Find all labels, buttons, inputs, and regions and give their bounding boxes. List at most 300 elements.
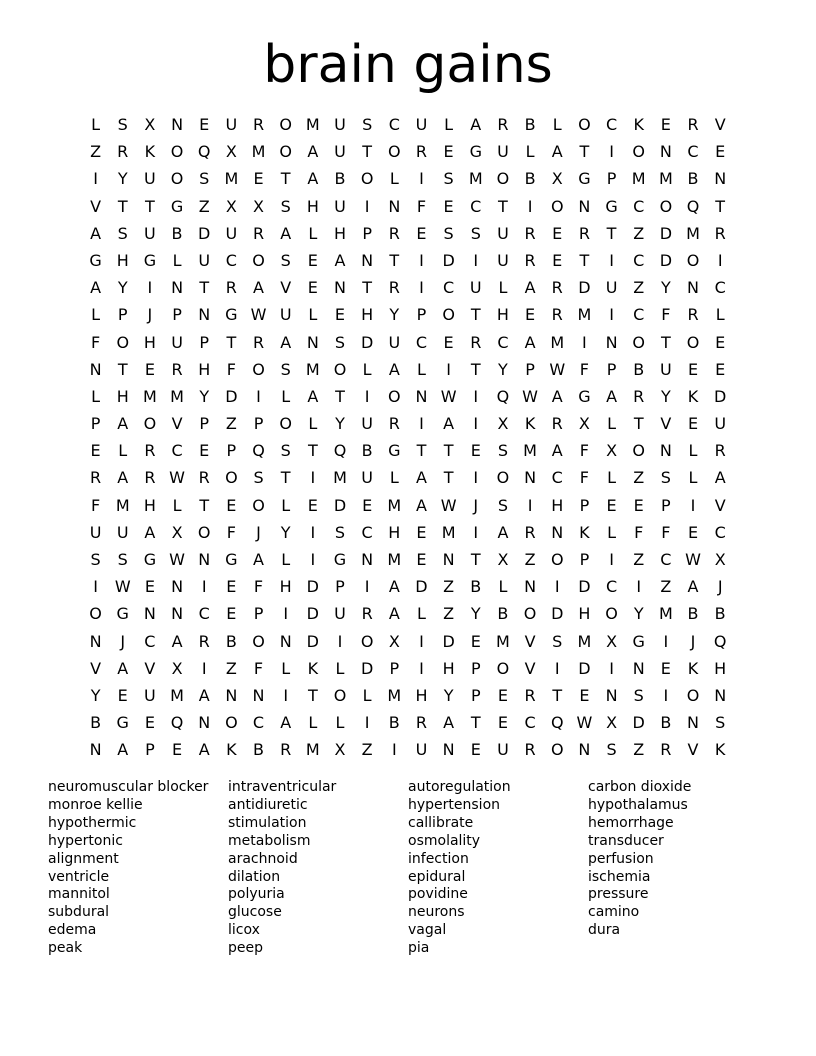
grid-letter: G <box>469 142 482 162</box>
grid-letter: Q <box>550 713 564 733</box>
grid-letter: R <box>687 305 699 325</box>
grid-letter: E <box>199 441 210 461</box>
grid-letter: O <box>496 658 510 678</box>
grid-letter: V <box>524 658 536 678</box>
grid-letter: I <box>582 332 587 352</box>
grid-row <box>82 356 734 383</box>
grid-letter: G <box>116 604 129 624</box>
grid-letter: A <box>90 223 102 243</box>
grid-letter: G <box>333 550 347 569</box>
grid-letter: E <box>606 495 617 515</box>
word-list-column <box>588 779 768 958</box>
grid-letter: D <box>306 631 319 651</box>
grid-letter: D <box>306 604 319 624</box>
grid-letter: X <box>253 196 264 216</box>
grid-letter: M <box>441 522 456 542</box>
word-list-item: neuromuscular blocker <box>48 779 209 795</box>
grid-letter: A <box>198 685 210 705</box>
grid-letter: L <box>281 550 291 569</box>
grid-letter: O <box>686 332 700 352</box>
grid-letter: P <box>579 495 590 515</box>
grid-letter: O <box>496 169 510 189</box>
grid-letter: K <box>579 522 590 542</box>
grid-letter: S <box>280 441 291 461</box>
grid-letter: R <box>714 223 726 243</box>
grid-letter: E <box>144 713 155 733</box>
grid-row <box>82 274 734 301</box>
grid-letter: C <box>225 250 237 270</box>
word-list-item: osmolality <box>408 832 481 849</box>
grid-letter: L <box>118 441 128 461</box>
grid-letter: U <box>334 196 346 216</box>
grid-letter: O <box>550 740 564 760</box>
grid-letter: H <box>116 250 129 270</box>
grid-letter: G <box>116 713 129 733</box>
grid-letter: E <box>579 685 590 705</box>
word-list-item: pia <box>408 940 430 957</box>
grid-letter: W <box>522 386 538 406</box>
grid-letter: H <box>551 495 564 515</box>
grid-letter: E <box>226 604 237 624</box>
grid-letter: O <box>632 441 645 461</box>
grid-letter: Z <box>90 142 102 162</box>
grid-letter: A <box>524 278 536 298</box>
grid-letter: C <box>361 522 373 542</box>
grid-letter: B <box>470 577 482 597</box>
grid-letter: R <box>524 250 536 270</box>
grid-letter: K <box>687 386 699 406</box>
grid-letter: T <box>335 386 345 406</box>
grid-letter: L <box>91 115 101 134</box>
grid-letter: K <box>226 740 237 760</box>
grid-letter: D <box>442 250 455 270</box>
grid-letter: R <box>198 468 210 488</box>
grid-letter: U <box>415 740 428 760</box>
grid-letter: T <box>280 169 291 189</box>
grid-letter: Z <box>198 196 210 216</box>
grid-letter: E <box>443 142 454 162</box>
grid-letter: O <box>550 550 564 569</box>
grid-letter: R <box>388 223 400 243</box>
grid-letter: S <box>497 495 508 515</box>
grid-letter: U <box>497 740 509 760</box>
grid-letter: V <box>280 278 292 298</box>
grid-letter: H <box>714 658 727 678</box>
grid-letter: T <box>660 332 671 352</box>
grid-letter: M <box>142 386 157 406</box>
grid-letter: V <box>660 414 672 434</box>
grid-letter: C <box>252 713 265 733</box>
grid-letter: R <box>198 631 210 651</box>
grid-letter: Z <box>633 740 645 760</box>
grid-letter: T <box>307 441 318 461</box>
grid-letter: I <box>663 631 669 651</box>
grid-letter: G <box>170 196 184 216</box>
grid-letter: N <box>279 631 292 651</box>
grid-letter: S <box>117 223 128 243</box>
grid-letter: B <box>687 604 699 624</box>
grid-letter: T <box>715 196 726 216</box>
grid-letter: R <box>524 685 536 705</box>
grid-letter: U <box>279 305 292 325</box>
grid-letter: L <box>281 495 291 515</box>
grid-letter: E <box>715 142 726 162</box>
grid-letter: P <box>172 305 182 325</box>
grid-letter: F <box>416 196 427 216</box>
grid-letter: O <box>659 196 673 216</box>
grid-letter: V <box>687 740 699 760</box>
grid-letter: Z <box>633 223 645 243</box>
word-list-item: hemorrhage <box>588 814 674 831</box>
grid-letter: F <box>226 359 236 379</box>
grid-letter: Z <box>633 550 645 569</box>
grid-letter: N <box>89 359 102 379</box>
grid-letter: X <box>606 713 618 733</box>
word-list-item: ventricle <box>48 868 110 885</box>
grid-letter: I <box>609 142 614 162</box>
grid-letter: W <box>114 577 131 597</box>
grid-letter: D <box>551 604 564 624</box>
grid-letter: U <box>144 169 156 189</box>
grid-letter: R <box>578 223 590 243</box>
grid-letter: A <box>551 142 563 162</box>
grid-letter: L <box>389 169 399 189</box>
grid-letter: L <box>308 305 318 325</box>
grid-letter: G <box>578 169 591 189</box>
grid-letter: P <box>606 359 617 379</box>
grid-letter: C <box>388 115 400 134</box>
grid-letter: C <box>714 522 726 542</box>
grid-letter: C <box>171 441 183 461</box>
grid-letter: E <box>171 740 183 760</box>
grid-letter: A <box>307 386 319 406</box>
grid-letter: M <box>523 441 537 461</box>
grid-letter: R <box>90 468 102 488</box>
grid-letter: V <box>90 196 102 216</box>
grid-letter: T <box>389 250 400 270</box>
grid-letter: Z <box>660 577 672 597</box>
grid-letter: C <box>443 278 455 298</box>
grid-letter: P <box>470 658 481 678</box>
grid-row <box>82 546 734 573</box>
grid-letter: I <box>283 604 289 624</box>
grid-letter: W <box>549 359 566 379</box>
grid-letter: M <box>305 359 320 379</box>
word-list-item: carbon dioxide <box>588 779 692 795</box>
grid-letter: U <box>361 414 373 434</box>
word-list-item: hypothalamus <box>588 796 688 813</box>
grid-letter: S <box>362 115 373 134</box>
grid-letter: R <box>524 522 536 542</box>
grid-letter: I <box>473 522 479 542</box>
grid-letter: O <box>686 250 700 270</box>
grid-letter: L <box>525 142 535 162</box>
grid-letter: T <box>552 685 563 705</box>
grid-letter: B <box>660 713 672 733</box>
grid-letter: T <box>199 495 210 515</box>
grid-letter: M <box>686 223 700 243</box>
grid-letter: F <box>226 522 236 542</box>
grid-letter: K <box>144 142 156 162</box>
grid-letter: L <box>607 468 616 488</box>
grid-letter: U <box>415 115 428 134</box>
grid-letter: O <box>89 604 102 624</box>
grid-letter: U <box>388 332 401 352</box>
grid-letter: G <box>225 550 238 569</box>
grid-letter: S <box>253 468 264 488</box>
grid-letter: O <box>143 414 157 434</box>
grid-row <box>82 628 734 655</box>
grid-letter: R <box>361 604 373 624</box>
grid-letter: X <box>578 414 590 434</box>
grid-row <box>82 138 734 165</box>
grid-letter: L <box>607 522 616 542</box>
grid-letter: A <box>524 332 536 352</box>
grid-letter: S <box>280 250 291 270</box>
grid-letter: O <box>388 386 401 406</box>
grid-letter: H <box>442 658 455 678</box>
grid-letter: L <box>552 115 562 134</box>
grid-letter: O <box>388 142 401 162</box>
grid-letter: E <box>226 577 237 597</box>
grid-letter: D <box>578 278 591 298</box>
word-list-item: intraventricular <box>228 779 337 795</box>
grid-letter: S <box>117 550 128 569</box>
grid-letter: G <box>225 305 238 325</box>
grid-letter: P <box>416 305 427 325</box>
grid-letter: W <box>440 386 457 406</box>
grid-letter: I <box>609 550 614 569</box>
word-list-item: hypothermic <box>48 814 137 831</box>
grid-letter: R <box>497 115 509 134</box>
grid-letter: P <box>199 414 210 434</box>
grid-letter: Z <box>225 414 237 434</box>
grid-letter: T <box>117 196 128 216</box>
grid-letter: T <box>117 359 128 379</box>
grid-letter: R <box>171 359 183 379</box>
grid-letter: P <box>253 414 264 434</box>
grid-letter: K <box>307 658 319 678</box>
grid-letter: L <box>335 658 345 678</box>
grid-letter: L <box>416 604 426 624</box>
grid-letter: M <box>387 495 402 515</box>
grid-letter: X <box>497 414 509 434</box>
grid-letter: G <box>605 196 618 216</box>
grid-letter: N <box>442 550 455 569</box>
grid-letter: M <box>577 305 592 325</box>
grid-letter: P <box>661 495 671 515</box>
grid-letter: O <box>170 142 184 162</box>
grid-letter: I <box>473 386 479 406</box>
grid-letter: P <box>253 604 264 624</box>
grid-letter: M <box>496 631 510 651</box>
grid-letter: I <box>391 740 397 760</box>
grid-letter: X <box>334 740 346 760</box>
grid-letter: E <box>687 359 699 379</box>
grid-letter: A <box>470 115 482 134</box>
grid-letter: C <box>687 142 699 162</box>
grid-letter: A <box>687 577 699 597</box>
grid-letter: E <box>416 550 427 569</box>
grid-letter: R <box>280 740 292 760</box>
grid-letter: S <box>199 169 210 189</box>
grid-letter: D <box>578 658 591 678</box>
word-list-item: stimulation <box>228 814 307 831</box>
grid-letter: B <box>497 604 509 624</box>
word-list-item: dura <box>588 922 621 939</box>
grid-letter: N <box>388 196 401 216</box>
grid-letter: C <box>144 631 156 651</box>
word-list-item: neurons <box>408 904 465 921</box>
grid-letter: V <box>714 115 726 134</box>
grid-letter: T <box>145 196 155 216</box>
grid-letter: S <box>660 468 671 488</box>
grid-letter: N <box>171 577 184 597</box>
word-list-item: autoregulation <box>408 779 511 795</box>
grid-letter: N <box>714 169 727 189</box>
grid-letter: I <box>364 386 370 406</box>
grid-letter: W <box>169 550 185 569</box>
grid-letter: I <box>419 658 424 678</box>
grid-letter: U <box>497 223 509 243</box>
grid-letter: C <box>415 332 428 352</box>
grid-letter: S <box>90 550 101 569</box>
grid-letter: E <box>660 115 671 134</box>
grid-letter: C <box>605 577 618 597</box>
grid-letter: H <box>116 386 129 406</box>
word-list-item: infection <box>408 850 469 867</box>
grid-letter: O <box>252 495 265 515</box>
grid-letter: U <box>714 414 727 434</box>
grid-letter: P <box>525 359 535 379</box>
grid-letter: N <box>659 441 672 461</box>
grid-letter: K <box>714 740 726 760</box>
grid-letter: A <box>280 713 292 733</box>
grid-letter: N <box>578 196 591 216</box>
grid-letter: Y <box>335 414 345 434</box>
grid-letter: U <box>225 223 238 243</box>
grid-letter: O <box>333 359 347 379</box>
grid-letter: S <box>117 115 128 134</box>
grid-letter: F <box>661 305 671 325</box>
grid-letter: L <box>389 468 399 488</box>
grid-letter: M <box>550 332 565 352</box>
grid-letter: O <box>197 522 211 542</box>
grid-letter: N <box>361 250 374 270</box>
grid-letter: V <box>171 414 183 434</box>
word-list-item: ischemia <box>588 868 651 885</box>
grid-letter: C <box>633 196 645 216</box>
grid-letter: L <box>308 713 318 733</box>
grid-letter: E <box>525 305 536 325</box>
grid-letter: E <box>90 441 101 461</box>
grid-letter: P <box>579 550 590 569</box>
grid-letter: R <box>225 278 237 298</box>
grid-letter: U <box>89 522 102 542</box>
grid-letter: L <box>91 305 101 325</box>
grid-letter: E <box>416 223 427 243</box>
grid-letter: R <box>415 713 428 733</box>
grid-letter: Y <box>660 386 671 406</box>
grid-letter: H <box>388 522 401 542</box>
grid-letter: I <box>717 250 723 270</box>
word-list-column <box>48 779 228 958</box>
word-list-item: callibrate <box>408 814 474 831</box>
grid-letter: R <box>144 441 156 461</box>
grid-letter: C <box>497 332 509 352</box>
grid-letter: X <box>225 142 237 162</box>
grid-letter: Z <box>443 577 455 597</box>
grid-letter: A <box>714 468 726 488</box>
grid-letter: L <box>444 115 454 134</box>
grid-letter: B <box>334 169 346 189</box>
grid-row <box>82 301 734 328</box>
grid-letter: X <box>606 441 618 461</box>
grid-letter: L <box>416 359 426 379</box>
grid-letter: E <box>497 685 508 705</box>
grid-letter: S <box>470 223 481 243</box>
grid-letter: C <box>551 468 563 488</box>
grid-letter: A <box>280 332 292 352</box>
grid-letter: N <box>171 115 184 134</box>
grid-letter: E <box>715 359 726 379</box>
grid-letter: X <box>497 550 509 569</box>
grid-letter: I <box>419 169 424 189</box>
grid-row <box>82 519 734 546</box>
grid-letter: V <box>524 631 536 651</box>
grid-letter: I <box>690 495 696 515</box>
grid-letter: C <box>714 278 726 298</box>
grid-letter: N <box>225 685 238 705</box>
word-list-column <box>228 779 408 958</box>
grid-letter: S <box>606 740 617 760</box>
grid-letter: P <box>145 740 155 760</box>
grid-letter: A <box>144 522 156 542</box>
grid-letter: O <box>333 685 347 705</box>
word-list-item: antidiuretic <box>228 796 308 813</box>
grid-letter: I <box>364 577 370 597</box>
grid-letter: Z <box>524 550 536 569</box>
grid-letter: F <box>90 332 101 352</box>
grid-letter: E <box>362 495 373 515</box>
grid-letter: L <box>362 359 372 379</box>
grid-letter: R <box>252 223 265 243</box>
word-list-item: alignment <box>48 850 119 867</box>
word-list-item: arachnoid <box>228 850 298 867</box>
grid-letter: Y <box>117 278 128 298</box>
grid-letter: N <box>252 685 265 705</box>
grid-letter: M <box>387 685 402 705</box>
grid-letter: E <box>307 495 318 515</box>
grid-letter: L <box>281 658 291 678</box>
grid-letter: U <box>116 522 129 542</box>
grid-letter: R <box>388 414 400 434</box>
grid-letter: Y <box>280 522 291 542</box>
grid-letter: B <box>524 115 536 134</box>
grid-letter: X <box>388 631 400 651</box>
grid-letter: E <box>307 278 318 298</box>
grid-letter: O <box>686 685 700 705</box>
grid-letter: R <box>524 223 536 243</box>
grid-letter: H <box>143 495 156 515</box>
grid-letter: R <box>252 115 265 134</box>
grid-letter: N <box>89 631 102 651</box>
grid-letter: M <box>224 169 239 189</box>
grid-letter: H <box>198 359 211 379</box>
grid-letter: M <box>251 142 266 162</box>
grid-letter: G <box>632 631 645 651</box>
grid-letter: J <box>120 631 126 651</box>
